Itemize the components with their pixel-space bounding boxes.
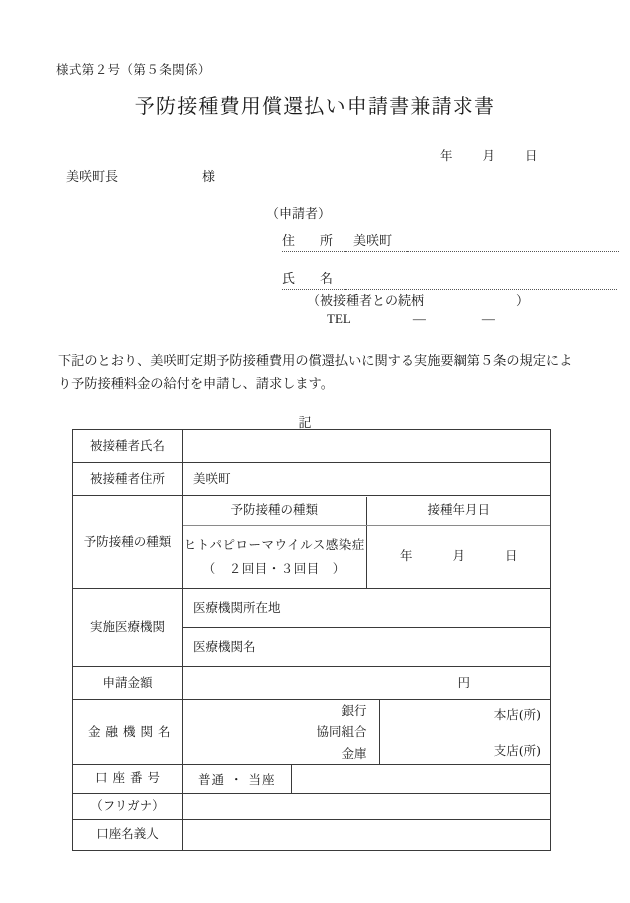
branch-cell[interactable]: [379, 700, 551, 764]
applicant-section-label: （申請者）: [266, 207, 332, 222]
vaccination-dose-options[interactable]: （ ２回目・３回目 ）: [202, 560, 346, 576]
vaccination-date-value-cell[interactable]: [366, 525, 551, 588]
vaccination-type-header-cell: [183, 497, 366, 526]
vaccination-subtable: [183, 497, 551, 588]
vacc-year-label: 年: [399, 548, 413, 564]
account-number-detail-cell: [183, 764, 551, 793]
account-holder-label-cell: [73, 819, 183, 850]
applicant-address-input[interactable]: 美咲町: [345, 230, 407, 252]
vaccination-label-cell: [73, 496, 183, 589]
bank-kind-option-1[interactable]: 銀行: [341, 703, 367, 718]
account-holder-label: 口座名義人: [96, 826, 159, 842]
branch-head-option[interactable]: 本店(所): [493, 706, 541, 722]
vaccination-date-input[interactable]: [367, 547, 552, 566]
vaccination-header-row: [183, 497, 551, 526]
amount-label-cell: [73, 667, 183, 700]
vaccination-type-value-cell[interactable]: [183, 525, 366, 588]
vaccination-label: 予防接種の種類: [83, 533, 172, 549]
table-row: [73, 463, 551, 496]
vaccination-date-header: 接種年月日: [427, 502, 490, 518]
bank-label-cell: [73, 700, 183, 765]
vaccination-date-header-cell: [366, 497, 551, 526]
account-row: [183, 765, 551, 793]
institution-address-label: 医療機関所在地: [193, 599, 281, 615]
account-holder-value-cell[interactable]: [183, 819, 551, 850]
furigana-input[interactable]: [183, 797, 550, 816]
vacc-month-label: 月: [452, 548, 465, 564]
tel-dash-2: ―: [481, 311, 495, 326]
date-day-label: 日: [525, 148, 538, 163]
amount-unit: 円: [457, 674, 470, 690]
account-number-value-cell[interactable]: [291, 765, 551, 793]
ki-marker: 記: [298, 416, 312, 431]
bank-label: 金融機関名: [88, 723, 176, 739]
page-title: 予防接種費用償還払い申請書兼請求書: [134, 94, 496, 118]
table-row: [73, 589, 551, 667]
recipient-address-input[interactable]: 美咲町: [193, 470, 231, 486]
applicant-name-row: [282, 268, 617, 290]
institution-subtable: [183, 589, 550, 666]
vaccination-value-row: [183, 525, 551, 588]
recipient-name-label: 被接種者氏名: [89, 437, 165, 453]
recipient-address-label-cell: [73, 463, 183, 496]
recipient-name-value-cell[interactable]: [183, 430, 551, 463]
recipient-address-value-cell[interactable]: [183, 463, 551, 496]
addressee: [66, 166, 215, 185]
date-month-label: 月: [482, 148, 496, 163]
vacc-day-label: 日: [505, 548, 518, 564]
applicant-tel-row: [327, 311, 495, 327]
bank-kind-cell[interactable]: [183, 700, 379, 764]
institution-address-row: [183, 589, 550, 628]
recipient-name-input[interactable]: [183, 437, 550, 456]
institution-name-cell[interactable]: [183, 628, 550, 667]
account-type-options[interactable]: 普通 ・ 当座: [198, 771, 276, 787]
applicant-address-fill[interactable]: [407, 235, 619, 252]
account-type-cell[interactable]: [183, 765, 291, 793]
institution-detail-cell: [183, 589, 551, 667]
vaccination-type-name: ヒトパピローマウイルス感染症: [183, 537, 365, 553]
tel-dash-1: ―: [412, 311, 426, 326]
application-details-table: [72, 429, 551, 851]
applicant-relation-row: [307, 290, 529, 309]
table-row: [73, 700, 551, 765]
amount-value-cell[interactable]: [183, 667, 551, 700]
account-number-input[interactable]: [292, 769, 552, 788]
table-row: [73, 793, 551, 819]
furigana-value-cell[interactable]: [183, 793, 551, 819]
table-row: [73, 430, 551, 463]
vaccination-type-header: 予防接種の種類: [230, 502, 318, 518]
table-row: [73, 667, 551, 700]
applicant-tel-label: TEL: [327, 311, 351, 326]
account-number-label: 口座番号: [94, 770, 165, 786]
table-row: [73, 496, 551, 589]
applicant-relation-close: ）: [516, 294, 530, 309]
submission-date-line: [440, 146, 538, 164]
table-row: [73, 819, 551, 850]
institution-address-cell[interactable]: [183, 589, 550, 628]
form-number: 様式第２号（第５条関係）: [56, 62, 211, 77]
account-subtable: [183, 765, 551, 793]
vaccination-detail-cell: [183, 496, 551, 589]
bank-kind-option-3[interactable]: 金庫: [341, 745, 367, 761]
furigana-label: （フリガナ）: [90, 797, 165, 813]
bank-kind-option-2[interactable]: 協同組合: [316, 724, 367, 740]
furigana-label-cell: [73, 793, 183, 819]
applicant-relation-label: （被接種者との続柄: [307, 294, 425, 309]
addressee-honorific: 様: [202, 170, 216, 185]
institution-label: 実施医療機関: [89, 619, 165, 635]
recipient-name-label-cell: [73, 430, 183, 463]
institution-name-row: [183, 628, 550, 667]
addressee-name: 美咲町長: [66, 170, 119, 185]
institution-label-cell: [73, 589, 183, 667]
amount-label: 申請金額: [102, 674, 153, 690]
recipient-address-label: 被接種者住所: [89, 470, 165, 486]
branch-sub-option[interactable]: 支店(所): [493, 742, 541, 758]
date-year-label: 年: [440, 148, 453, 163]
statement-paragraph: 下記のとおり、美咲町定期予防接種費用の償還払いに関する実施要綱第５条の規定により予防接種料金の給付を申請し、請求します。: [58, 354, 573, 393]
applicant-address-label: 住 所: [282, 230, 345, 252]
bank-subtable: [183, 700, 551, 764]
applicant-name-label: 氏 名: [282, 268, 345, 290]
applicant-address-row: [282, 230, 619, 252]
account-number-label-cell: [73, 764, 183, 793]
institution-name-label: 医療機関名: [193, 638, 256, 654]
bank-row: [183, 700, 551, 764]
bank-detail-cell: [183, 700, 551, 765]
account-holder-input[interactable]: [183, 825, 550, 844]
applicant-name-input[interactable]: [345, 273, 617, 290]
table-row: [73, 764, 551, 793]
